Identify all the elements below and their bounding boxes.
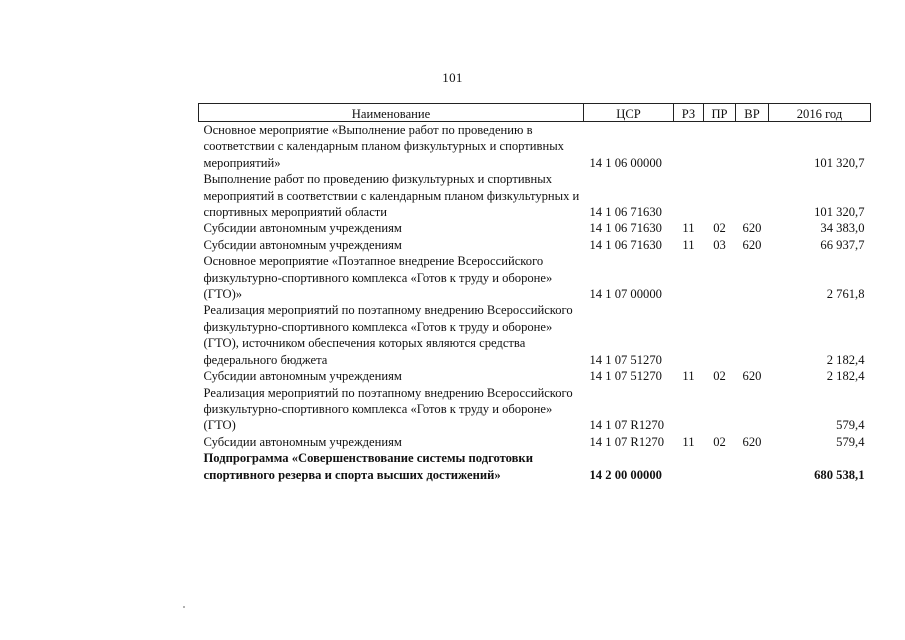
cell-vr: 620 (742, 221, 762, 236)
cell-name: Субсидии автономным учреждениям (203, 434, 402, 449)
cell-name: Выполнение работ по проведению физкультурных и спортивных мероприятий в соответствии с календарным планом физкультурных и спортивных мероприятий области (203, 172, 580, 220)
cell-pr (704, 253, 736, 302)
cell-name: Основное мероприятие «Выполнение работ по проведению в соответствии с календарным планом физкультурных и спортивных мероприятий» (203, 123, 564, 170)
table-body (199, 122, 871, 483)
cell-csr: 14 1 06 71630 (589, 205, 662, 220)
scan-speck (183, 606, 185, 608)
cell-csr: 14 1 06 71630 (589, 237, 662, 252)
cell-amount: 101 320,7 (814, 205, 865, 220)
cell-vr (736, 171, 769, 220)
table-row (199, 450, 871, 483)
page-number: 101 (442, 70, 463, 85)
cell-csr: 14 1 07 00000 (589, 287, 662, 302)
cell-name: Основное мероприятие «Поэтапное внедрение Всероссийского физкультурно-спортивного комплекса «Готов к труду и обороне» (ГТО)» (203, 254, 553, 302)
cell-amount: 680 538,1 (814, 467, 865, 482)
cell-pr (704, 122, 736, 172)
cell-amount: 579,4 (836, 418, 865, 433)
table-row (199, 220, 871, 236)
cell-pr: 02 (713, 369, 726, 384)
cell-csr: 14 1 07 R1270 (589, 434, 665, 449)
cell-amount: 101 320,7 (814, 155, 865, 170)
cell-rz (674, 450, 704, 483)
cell-amount: 2 182,4 (826, 352, 865, 367)
cell-name: Реализация мероприятий по поэтапному внедрению Всероссийского физкультурно-спортивного комплекса «Готов к труду и обороне» (ГТО), источником обеспечения которых являются средства федерального бюджета (203, 303, 573, 367)
cell-rz: 11 (682, 221, 695, 236)
table-row (199, 253, 871, 302)
header-name: Наименование (199, 104, 584, 122)
table-row (199, 302, 871, 368)
header-pr: ПР (704, 104, 736, 122)
cell-name: Субсидии автономным учреждениям (203, 237, 402, 252)
cell-csr: 14 1 07 R1270 (589, 418, 665, 433)
cell-rz (674, 253, 704, 302)
cell-rz (674, 171, 704, 220)
cell-pr (704, 302, 736, 368)
cell-rz (674, 302, 704, 368)
cell-amount: 579,4 (836, 434, 865, 449)
cell-rz (674, 385, 704, 434)
cell-rz: 11 (682, 434, 695, 449)
cell-pr (704, 450, 736, 483)
table-row (199, 434, 871, 450)
cell-vr (736, 450, 769, 483)
header-csr: ЦСР (584, 104, 674, 122)
cell-csr: 14 1 07 51270 (589, 352, 662, 367)
cell-pr (704, 385, 736, 434)
cell-amount: 34 383,0 (820, 221, 865, 236)
table-row (199, 237, 871, 253)
cell-csr: 14 2 00 00000 (589, 467, 662, 482)
cell-amount: 2 761,8 (826, 287, 865, 302)
cell-name: Подпрограмма «Совершенствование системы подготовки спортивного резерва и спорта высших достижений» (203, 451, 533, 482)
cell-csr: 14 1 07 51270 (589, 369, 662, 384)
cell-vr (736, 385, 769, 434)
cell-pr: 03 (713, 237, 726, 252)
cell-name: Субсидии автономным учреждениям (203, 369, 402, 384)
cell-vr: 620 (742, 434, 762, 449)
table-header-row (199, 104, 871, 122)
header-rz: РЗ (674, 104, 704, 122)
table-row (199, 385, 871, 434)
cell-name: Реализация мероприятий по поэтапному внедрению Всероссийского физкультурно-спортивного комплекса «Готов к труду и обороне» (ГТО) (203, 385, 573, 433)
cell-vr (736, 302, 769, 368)
cell-pr: 02 (713, 221, 726, 236)
cell-name: Субсидии автономным учреждениям (203, 221, 402, 236)
cell-pr (704, 171, 736, 220)
cell-rz: 11 (682, 237, 695, 252)
cell-csr: 14 1 06 71630 (589, 221, 662, 236)
cell-rz (674, 122, 704, 172)
budget-table (198, 103, 871, 483)
header-year: 2016 год (769, 104, 871, 122)
cell-amount: 66 937,7 (820, 237, 865, 252)
cell-rz: 11 (682, 369, 695, 384)
cell-csr: 14 1 06 00000 (589, 155, 662, 170)
cell-amount: 2 182,4 (826, 369, 865, 384)
table-row (199, 122, 871, 172)
cell-vr: 620 (742, 237, 762, 252)
cell-vr (736, 122, 769, 172)
cell-vr: 620 (742, 369, 762, 384)
table-row (199, 171, 871, 220)
table-row (199, 368, 871, 384)
header-vr: ВР (736, 104, 769, 122)
cell-vr (736, 253, 769, 302)
cell-pr: 02 (713, 434, 726, 449)
